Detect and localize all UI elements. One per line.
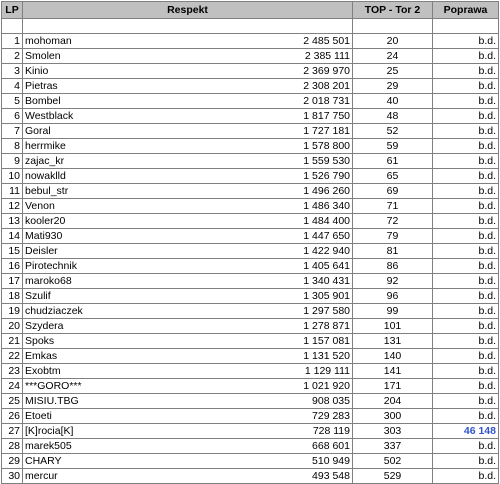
table-row — [2, 214, 499, 229]
top-cell[interactable]: 131 — [353, 334, 433, 349]
lp-cell[interactable]: 23 — [2, 364, 23, 379]
empty-row — [2, 19, 499, 34]
lp-cell[interactable]: 29 — [2, 454, 23, 469]
empty-cell[interactable] — [268, 19, 353, 34]
lp-cell[interactable]: 2 — [2, 49, 23, 64]
lp-cell[interactable]: 24 — [2, 379, 23, 394]
poprawa-cell[interactable]: b.d. — [433, 394, 499, 409]
lp-cell[interactable]: 9 — [2, 154, 23, 169]
table-row — [2, 79, 499, 94]
respekt-cell[interactable]: 2 385 111 — [268, 49, 353, 64]
lp-cell[interactable]: 18 — [2, 289, 23, 304]
lp-cell[interactable]: 19 — [2, 304, 23, 319]
top-cell[interactable]: 81 — [353, 244, 433, 259]
top-cell[interactable]: 141 — [353, 364, 433, 379]
poprawa-cell[interactable]: b.d. — [433, 139, 499, 154]
respekt-cell[interactable]: 2 018 731 — [268, 94, 353, 109]
poprawa-cell[interactable]: b.d. — [433, 199, 499, 214]
lp-cell[interactable]: 5 — [2, 94, 23, 109]
table-row — [2, 379, 499, 394]
table-row — [2, 34, 499, 49]
lp-cell[interactable]: 1 — [2, 34, 23, 49]
poprawa-cell[interactable]: b.d. — [433, 304, 499, 319]
name-cell[interactable]: Mati930 — [23, 229, 268, 244]
respekt-cell[interactable]: 1 021 920 — [268, 379, 353, 394]
respekt-cell[interactable]: 493 548 — [268, 469, 353, 484]
header-row — [2, 2, 499, 19]
lp-cell[interactable]: 22 — [2, 349, 23, 364]
respekt-cell[interactable]: 1 486 340 — [268, 199, 353, 214]
lp-cell[interactable]: 3 — [2, 64, 23, 79]
top-cell[interactable]: 72 — [353, 214, 433, 229]
poprawa-cell[interactable]: b.d. — [433, 349, 499, 364]
poprawa-cell[interactable]: b.d. — [433, 289, 499, 304]
respekt-cell[interactable]: 728 119 — [268, 424, 353, 439]
table-row — [2, 319, 499, 334]
lp-cell[interactable]: 6 — [2, 109, 23, 124]
lp-cell[interactable]: 15 — [2, 244, 23, 259]
respekt-cell[interactable]: 908 035 — [268, 394, 353, 409]
top-cell[interactable]: 25 — [353, 64, 433, 79]
table-row — [2, 439, 499, 454]
table-row — [2, 154, 499, 169]
respekt-cell[interactable]: 1 526 790 — [268, 169, 353, 184]
empty-cell[interactable] — [2, 19, 23, 34]
header-lp[interactable]: LP — [2, 2, 23, 19]
ranking-table — [1, 1, 499, 484]
poprawa-cell[interactable]: b.d. — [433, 259, 499, 274]
top-cell[interactable]: 65 — [353, 169, 433, 184]
poprawa-cell[interactable]: b.d. — [433, 214, 499, 229]
lp-cell[interactable]: 30 — [2, 469, 23, 484]
table-row — [2, 364, 499, 379]
top-cell[interactable]: 99 — [353, 304, 433, 319]
top-cell[interactable]: 502 — [353, 454, 433, 469]
name-cell[interactable]: MISIU.TBG — [23, 394, 268, 409]
respekt-cell[interactable]: 2 308 201 — [268, 79, 353, 94]
poprawa-cell[interactable]: b.d. — [433, 319, 499, 334]
poprawa-cell[interactable]: b.d. — [433, 379, 499, 394]
name-cell[interactable]: Spoks — [23, 334, 268, 349]
name-cell[interactable]: Deisler — [23, 244, 268, 259]
table-row — [2, 394, 499, 409]
lp-cell[interactable]: 27 — [2, 424, 23, 439]
lp-cell[interactable]: 28 — [2, 439, 23, 454]
respekt-cell[interactable]: 1 157 081 — [268, 334, 353, 349]
name-cell[interactable]: Etoeti — [23, 409, 268, 424]
top-cell[interactable]: 24 — [353, 49, 433, 64]
respekt-cell[interactable]: 1 129 111 — [268, 364, 353, 379]
respekt-cell[interactable]: 1 131 520 — [268, 349, 353, 364]
name-cell[interactable]: herrmike — [23, 139, 268, 154]
poprawa-cell[interactable]: b.d. — [433, 64, 499, 79]
name-cell[interactable]: nowaklld — [23, 169, 268, 184]
table-row — [2, 124, 499, 139]
top-cell[interactable]: 59 — [353, 139, 433, 154]
lp-cell[interactable]: 4 — [2, 79, 23, 94]
lp-cell[interactable]: 12 — [2, 199, 23, 214]
name-cell[interactable]: Westblack — [23, 109, 268, 124]
top-cell[interactable]: 29 — [353, 79, 433, 94]
empty-cell[interactable] — [353, 19, 433, 34]
lp-cell[interactable]: 13 — [2, 214, 23, 229]
poprawa-cell[interactable]: b.d. — [433, 334, 499, 349]
respekt-cell[interactable]: 2 369 970 — [268, 64, 353, 79]
lp-cell[interactable]: 8 — [2, 139, 23, 154]
respekt-cell[interactable]: 1 484 400 — [268, 214, 353, 229]
top-cell[interactable]: 69 — [353, 184, 433, 199]
poprawa-cell[interactable]: b.d. — [433, 154, 499, 169]
respekt-cell[interactable]: 510 949 — [268, 454, 353, 469]
poprawa-cell[interactable]: b.d. — [433, 109, 499, 124]
top-cell[interactable]: 86 — [353, 259, 433, 274]
poprawa-cell[interactable]: b.d. — [433, 454, 499, 469]
respekt-cell[interactable]: 1 297 580 — [268, 304, 353, 319]
table-row — [2, 94, 499, 109]
table-row — [2, 199, 499, 214]
table-row — [2, 49, 499, 64]
name-cell[interactable]: Bombel — [23, 94, 268, 109]
name-cell[interactable]: [K]rocia[K] — [23, 424, 268, 439]
table-row — [2, 424, 499, 439]
poprawa-cell[interactable]: b.d. — [433, 409, 499, 424]
respekt-cell[interactable]: 1 305 901 — [268, 289, 353, 304]
poprawa-cell[interactable]: 46 148 — [433, 424, 499, 439]
lp-cell[interactable]: 7 — [2, 124, 23, 139]
lp-cell[interactable]: 14 — [2, 229, 23, 244]
poprawa-cell[interactable]: b.d. — [433, 34, 499, 49]
top-cell[interactable]: 96 — [353, 289, 433, 304]
name-cell[interactable]: marek505 — [23, 439, 268, 454]
table-row — [2, 409, 499, 424]
respekt-cell[interactable]: 1 578 800 — [268, 139, 353, 154]
poprawa-cell[interactable]: b.d. — [433, 469, 499, 484]
poprawa-cell[interactable]: b.d. — [433, 124, 499, 139]
lp-cell[interactable]: 21 — [2, 334, 23, 349]
table-row — [2, 289, 499, 304]
respekt-cell[interactable]: 729 283 — [268, 409, 353, 424]
top-cell[interactable]: 101 — [353, 319, 433, 334]
top-cell[interactable]: 92 — [353, 274, 433, 289]
lp-cell[interactable]: 10 — [2, 169, 23, 184]
table-row — [2, 169, 499, 184]
respekt-cell[interactable]: 1 727 181 — [268, 124, 353, 139]
lp-cell[interactable]: 17 — [2, 274, 23, 289]
name-cell[interactable]: Goral — [23, 124, 268, 139]
table-row — [2, 229, 499, 244]
respekt-cell[interactable]: 2 485 501 — [268, 34, 353, 49]
poprawa-cell[interactable]: b.d. — [433, 94, 499, 109]
header-respekt[interactable]: Respekt — [23, 2, 353, 19]
table-row — [2, 184, 499, 199]
poprawa-cell[interactable]: b.d. — [433, 184, 499, 199]
top-cell[interactable]: 40 — [353, 94, 433, 109]
top-cell[interactable]: 303 — [353, 424, 433, 439]
name-cell[interactable]: chudziaczek — [23, 304, 268, 319]
poprawa-cell[interactable]: b.d. — [433, 274, 499, 289]
top-cell[interactable]: 79 — [353, 229, 433, 244]
table-row — [2, 109, 499, 124]
top-cell[interactable]: 48 — [353, 109, 433, 124]
poprawa-cell[interactable]: b.d. — [433, 49, 499, 64]
respekt-cell[interactable]: 1 422 940 — [268, 244, 353, 259]
name-cell[interactable]: Exobtm — [23, 364, 268, 379]
name-cell[interactable]: Pirotechnik — [23, 259, 268, 274]
respekt-cell[interactable]: 1 340 431 — [268, 274, 353, 289]
lp-cell[interactable]: 16 — [2, 259, 23, 274]
table-row — [2, 349, 499, 364]
header-poprawa[interactable]: Poprawa — [433, 2, 499, 19]
table-row — [2, 139, 499, 154]
name-cell[interactable]: maroko68 — [23, 274, 268, 289]
table-row — [2, 334, 499, 349]
top-cell[interactable]: 337 — [353, 439, 433, 454]
empty-cell[interactable] — [23, 19, 268, 34]
poprawa-cell[interactable]: b.d. — [433, 79, 499, 94]
lp-cell[interactable]: 11 — [2, 184, 23, 199]
name-cell[interactable]: Smolen — [23, 49, 268, 64]
top-cell[interactable]: 300 — [353, 409, 433, 424]
table-row — [2, 304, 499, 319]
table-row — [2, 454, 499, 469]
top-cell[interactable]: 52 — [353, 124, 433, 139]
top-cell[interactable]: 61 — [353, 154, 433, 169]
name-cell[interactable]: CHARY — [23, 454, 268, 469]
lp-cell[interactable]: 20 — [2, 319, 23, 334]
respekt-cell[interactable]: 1 447 650 — [268, 229, 353, 244]
name-cell[interactable]: Szulif — [23, 289, 268, 304]
top-cell[interactable]: 529 — [353, 469, 433, 484]
respekt-cell[interactable]: 668 601 — [268, 439, 353, 454]
name-cell[interactable]: Kinio — [23, 64, 268, 79]
name-cell[interactable]: ***GORO*** — [23, 379, 268, 394]
respekt-cell[interactable]: 1 559 530 — [268, 154, 353, 169]
name-cell[interactable]: mohoman — [23, 34, 268, 49]
top-cell[interactable]: 71 — [353, 199, 433, 214]
name-cell[interactable]: Szydera — [23, 319, 268, 334]
name-cell[interactable]: Pietras — [23, 79, 268, 94]
name-cell[interactable]: mercur — [23, 469, 268, 484]
respekt-cell[interactable]: 1 496 260 — [268, 184, 353, 199]
top-cell[interactable]: 20 — [353, 34, 433, 49]
name-cell[interactable]: zajac_kr — [23, 154, 268, 169]
respekt-cell[interactable]: 1 817 750 — [268, 109, 353, 124]
top-cell[interactable]: 171 — [353, 379, 433, 394]
table-row — [2, 244, 499, 259]
top-cell[interactable]: 204 — [353, 394, 433, 409]
name-cell[interactable]: bebul_str — [23, 184, 268, 199]
poprawa-cell[interactable]: b.d. — [433, 364, 499, 379]
header-top[interactable]: TOP - Tor 2 — [353, 2, 433, 19]
poprawa-cell[interactable]: b.d. — [433, 244, 499, 259]
respekt-cell[interactable]: 1 278 871 — [268, 319, 353, 334]
name-cell[interactable]: Venon — [23, 199, 268, 214]
top-cell[interactable]: 140 — [353, 349, 433, 364]
table-row — [2, 274, 499, 289]
poprawa-cell[interactable]: b.d. — [433, 229, 499, 244]
poprawa-cell[interactable]: b.d. — [433, 169, 499, 184]
name-cell[interactable]: Emkas — [23, 349, 268, 364]
poprawa-cell[interactable]: b.d. — [433, 439, 499, 454]
lp-cell[interactable]: 25 — [2, 394, 23, 409]
table-row — [2, 64, 499, 79]
lp-cell[interactable]: 26 — [2, 409, 23, 424]
name-cell[interactable]: kooler20 — [23, 214, 268, 229]
empty-cell[interactable] — [433, 19, 499, 34]
table-row — [2, 259, 499, 274]
table-row — [2, 469, 499, 484]
respekt-cell[interactable]: 1 405 641 — [268, 259, 353, 274]
